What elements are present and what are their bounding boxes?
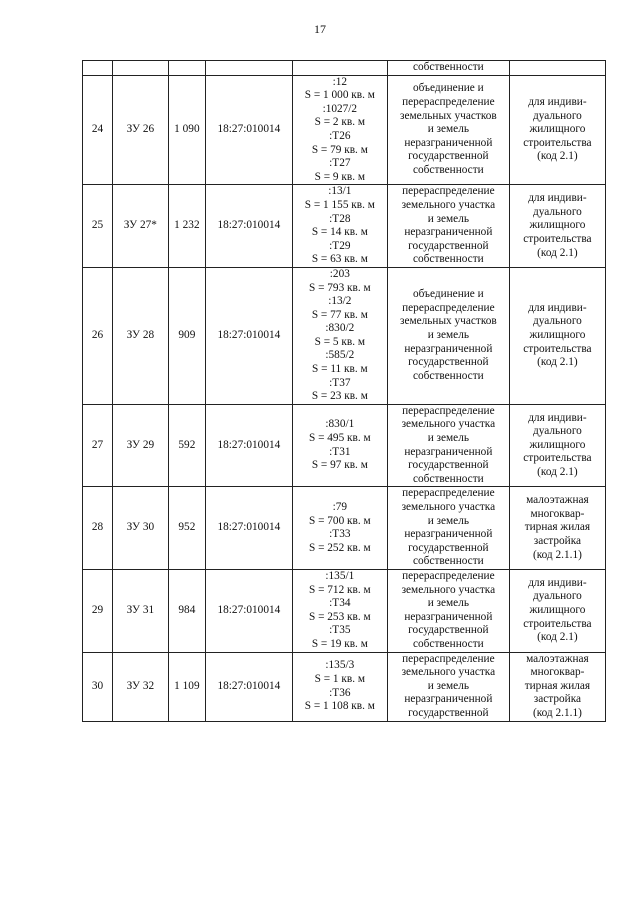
cell-sources: [292, 61, 387, 76]
source-line: S = 495 кв. м: [308, 432, 371, 445]
use-line: жилищного: [529, 603, 586, 616]
operation-line: государственной: [408, 459, 489, 472]
cell-operation: [387, 404, 509, 487]
table-body: [83, 61, 606, 722]
cell-operation: [387, 487, 509, 570]
cell-use: [509, 569, 605, 652]
cell-operation: [387, 267, 509, 404]
cell-id: ЗУ 30: [112, 487, 168, 570]
cell-use: [509, 267, 605, 404]
cell-num: 25: [83, 185, 113, 268]
cell-id: ЗУ 32: [112, 652, 168, 721]
source-line: :79: [332, 501, 348, 513]
cell-operation: [387, 569, 509, 652]
operation-line: собственности: [413, 472, 484, 485]
cell-area: 1 090: [168, 75, 205, 185]
source-line: :1027/2: [322, 102, 358, 115]
use-line: (код 2.1.1): [532, 548, 582, 561]
land-plots-table: [82, 60, 606, 722]
operation-line: перераспределение: [402, 652, 495, 665]
use-line: малоэтажная: [526, 652, 589, 665]
cell-area: 909: [168, 267, 205, 404]
cell-num: 30: [83, 652, 113, 721]
operation-line: и земель: [427, 514, 469, 527]
cell-cadastral: 18:27:010014: [205, 404, 292, 487]
use-line: застройка: [533, 693, 582, 706]
cell-num: 29: [83, 569, 113, 652]
cell-cadastral: 18:27:010014: [205, 267, 292, 404]
cell-sources: [292, 267, 387, 404]
source-line: :13/2: [328, 295, 352, 308]
source-line: S = 97 кв. м: [311, 459, 368, 472]
cell-operation: [387, 61, 509, 76]
operation-line: государственной: [408, 624, 489, 637]
cell-area: 1 109: [168, 652, 205, 721]
source-line: :Т26: [329, 129, 351, 142]
operation-line: собственности: [413, 369, 484, 382]
use-line: для индиви-: [528, 411, 587, 424]
operation-line: земельных участков: [399, 315, 497, 328]
source-line: S = 5 кв. м: [314, 335, 366, 348]
cell-operation: [387, 75, 509, 185]
operation-line: объединение и: [413, 288, 484, 301]
operation-line: земельного участка: [401, 198, 496, 211]
operation-line: объединение и: [413, 82, 484, 95]
source-line: :585/2: [325, 349, 355, 362]
operation-line: земельного участка: [401, 501, 496, 513]
cell-sources: [292, 404, 387, 487]
use-line: для индиви-: [528, 192, 587, 205]
cell-cadastral: 18:27:010014: [205, 75, 292, 185]
use-line: для индиви-: [528, 576, 587, 589]
cell-num: 24: [83, 75, 113, 185]
use-line: жилищного: [529, 219, 586, 232]
use-line: застройка: [533, 534, 582, 547]
use-line: строительства: [523, 136, 592, 149]
operation-line: неразграниченной: [404, 610, 493, 623]
operation-line: и земель: [427, 123, 469, 136]
use-line: дуального: [532, 315, 582, 328]
operation-line: и земель: [427, 329, 469, 342]
use-line: тирная жилая: [524, 679, 591, 692]
operation-line: государственной: [408, 150, 489, 163]
source-line: S = 700 кв. м: [308, 514, 371, 527]
source-line: :Т28: [329, 212, 351, 225]
source-line: :Т31: [329, 445, 351, 458]
cell-id: ЗУ 26: [112, 75, 168, 185]
source-line: :Т36: [329, 686, 351, 699]
operation-line: перераспределение: [402, 185, 495, 198]
cell-use: [509, 652, 605, 721]
source-line: :830/2: [325, 322, 355, 335]
cell-use: [509, 404, 605, 487]
operation-line: собственности: [413, 637, 484, 650]
operation-line: земельных участков: [399, 109, 497, 122]
cell-operation: [387, 185, 509, 268]
cell-use: [509, 185, 605, 268]
use-line: (код 2.1): [537, 246, 578, 259]
table-row: [83, 75, 606, 185]
table-row: [83, 267, 606, 404]
cell-num: 27: [83, 404, 113, 487]
operation-line: и земель: [427, 432, 469, 445]
use-line: многоквар-: [530, 507, 585, 520]
cell-cadastral: 18:27:010014: [205, 185, 292, 268]
source-line: :Т29: [329, 239, 351, 252]
use-line: (код 2.1): [537, 631, 578, 644]
cell-num: 28: [83, 487, 113, 570]
use-line: (код 2.1): [537, 466, 578, 479]
cell-num: 26: [83, 267, 113, 404]
source-line: :13/1: [328, 185, 352, 198]
use-line: дуального: [532, 590, 582, 603]
operation-line: и земель: [427, 212, 469, 225]
table-row: [83, 185, 606, 268]
use-line: строительства: [523, 342, 592, 355]
use-line: дуального: [532, 205, 582, 218]
source-line: S = 1 кв. м: [314, 672, 366, 685]
source-line: :Т34: [329, 597, 351, 610]
cell-id: ЗУ 31: [112, 569, 168, 652]
source-line: S = 11 кв. м: [312, 363, 368, 376]
use-line: (код 2.1): [537, 356, 578, 369]
cell-sources: [292, 652, 387, 721]
operation-line: земельного участка: [401, 418, 496, 431]
source-line: S = 79 кв. м: [311, 143, 368, 156]
operation-line: собственности: [413, 555, 484, 568]
operation-line: и земель: [427, 597, 469, 610]
cell-area: 592: [168, 404, 205, 487]
use-line: строительства: [523, 617, 592, 630]
source-line: S = 793 кв. м: [308, 281, 371, 294]
cell-sources: [292, 185, 387, 268]
operation-line: неразграниченной: [404, 226, 493, 239]
use-line: малоэтажная: [526, 494, 589, 507]
cell-area: 1 232: [168, 185, 205, 268]
use-line: жилищного: [529, 329, 586, 342]
source-line: :Т33: [329, 528, 351, 541]
operation-line: перераспределение: [402, 95, 495, 108]
cell-id: ЗУ 28: [112, 267, 168, 404]
use-line: (код 2.1): [537, 150, 578, 163]
source-line: S = 23 кв. м: [311, 390, 368, 403]
use-line: для индиви-: [528, 301, 587, 314]
table-row: [83, 487, 606, 570]
source-line: S = 1 108 кв. м: [304, 700, 375, 713]
operation-line: неразграниченной: [404, 136, 493, 149]
source-line: S = 1 155 кв. м: [304, 198, 375, 211]
table-row: [83, 652, 606, 721]
continuation-row: [83, 61, 606, 76]
cell-area: [168, 61, 205, 76]
cell-cadastral: [205, 61, 292, 76]
use-line: многоквар-: [530, 666, 585, 679]
source-line: S = 1 000 кв. м: [304, 89, 375, 102]
operation-line: государственной: [408, 706, 489, 719]
source-line: S = 712 кв. м: [308, 583, 371, 596]
cell-area: 984: [168, 569, 205, 652]
operation-line: перераспределение: [402, 569, 495, 582]
operation-line: неразграниченной: [404, 528, 493, 541]
source-line: S = 2 кв. м: [314, 116, 366, 129]
table-row: [83, 404, 606, 487]
operation-line: земельного участка: [401, 666, 496, 679]
operation-line: государственной: [408, 356, 489, 369]
cell-num: [83, 61, 113, 76]
operation-line: перераспределение: [402, 404, 495, 417]
use-line: (код 2.1.1): [532, 706, 582, 719]
source-line: S = 253 кв. м: [308, 610, 371, 623]
cell-use: [509, 75, 605, 185]
operation-line: перераспределение: [402, 487, 495, 500]
operation-line: государственной: [408, 541, 489, 554]
use-line: дуального: [532, 425, 582, 438]
source-line: :12: [332, 75, 348, 88]
operation-line: собственности: [413, 61, 484, 73]
operation-line: и земель: [427, 679, 469, 692]
cell-use: [509, 61, 605, 76]
cell-sources: [292, 75, 387, 185]
use-line: тирная жилая: [524, 521, 591, 534]
operation-line: земельного участка: [401, 583, 496, 596]
cell-id: [112, 61, 168, 76]
cell-area: 952: [168, 487, 205, 570]
operation-line: неразграниченной: [404, 693, 493, 706]
source-line: S = 19 кв. м: [311, 637, 368, 650]
source-line: S = 14 кв. м: [311, 226, 368, 239]
use-line: жилищного: [529, 438, 586, 451]
use-line: для индиви-: [528, 95, 587, 108]
cell-cadastral: 18:27:010014: [205, 652, 292, 721]
source-line: :135/3: [325, 659, 355, 672]
cell-cadastral: 18:27:010014: [205, 487, 292, 570]
cell-sources: [292, 487, 387, 570]
page-number: 17: [314, 22, 326, 36]
source-line: :135/1: [325, 569, 355, 582]
source-line: S = 9 кв. м: [314, 170, 366, 183]
cell-id: ЗУ 27*: [112, 185, 168, 268]
cell-cadastral: 18:27:010014: [205, 569, 292, 652]
use-line: дуального: [532, 109, 582, 122]
use-line: строительства: [523, 232, 592, 245]
source-line: :Т27: [329, 157, 351, 170]
operation-line: собственности: [413, 163, 484, 176]
table-row: [83, 569, 606, 652]
operation-line: неразграниченной: [404, 342, 493, 355]
source-line: S = 252 кв. м: [308, 541, 371, 554]
source-line: S = 63 кв. м: [311, 253, 368, 266]
source-line: :Т35: [329, 624, 351, 637]
operation-line: государственной: [408, 239, 489, 252]
source-line: S = 77 кв. м: [311, 308, 368, 321]
source-line: :203: [329, 267, 350, 280]
source-line: :830/1: [325, 418, 355, 431]
operation-line: собственности: [413, 253, 484, 266]
operation-line: перераспределение: [402, 301, 495, 314]
cell-operation: [387, 652, 509, 721]
use-line: строительства: [523, 452, 592, 465]
operation-line: неразграниченной: [404, 445, 493, 458]
use-line: жилищного: [529, 123, 586, 136]
cell-sources: [292, 569, 387, 652]
cell-id: ЗУ 29: [112, 404, 168, 487]
source-line: :Т37: [329, 376, 351, 389]
cell-use: [509, 487, 605, 570]
